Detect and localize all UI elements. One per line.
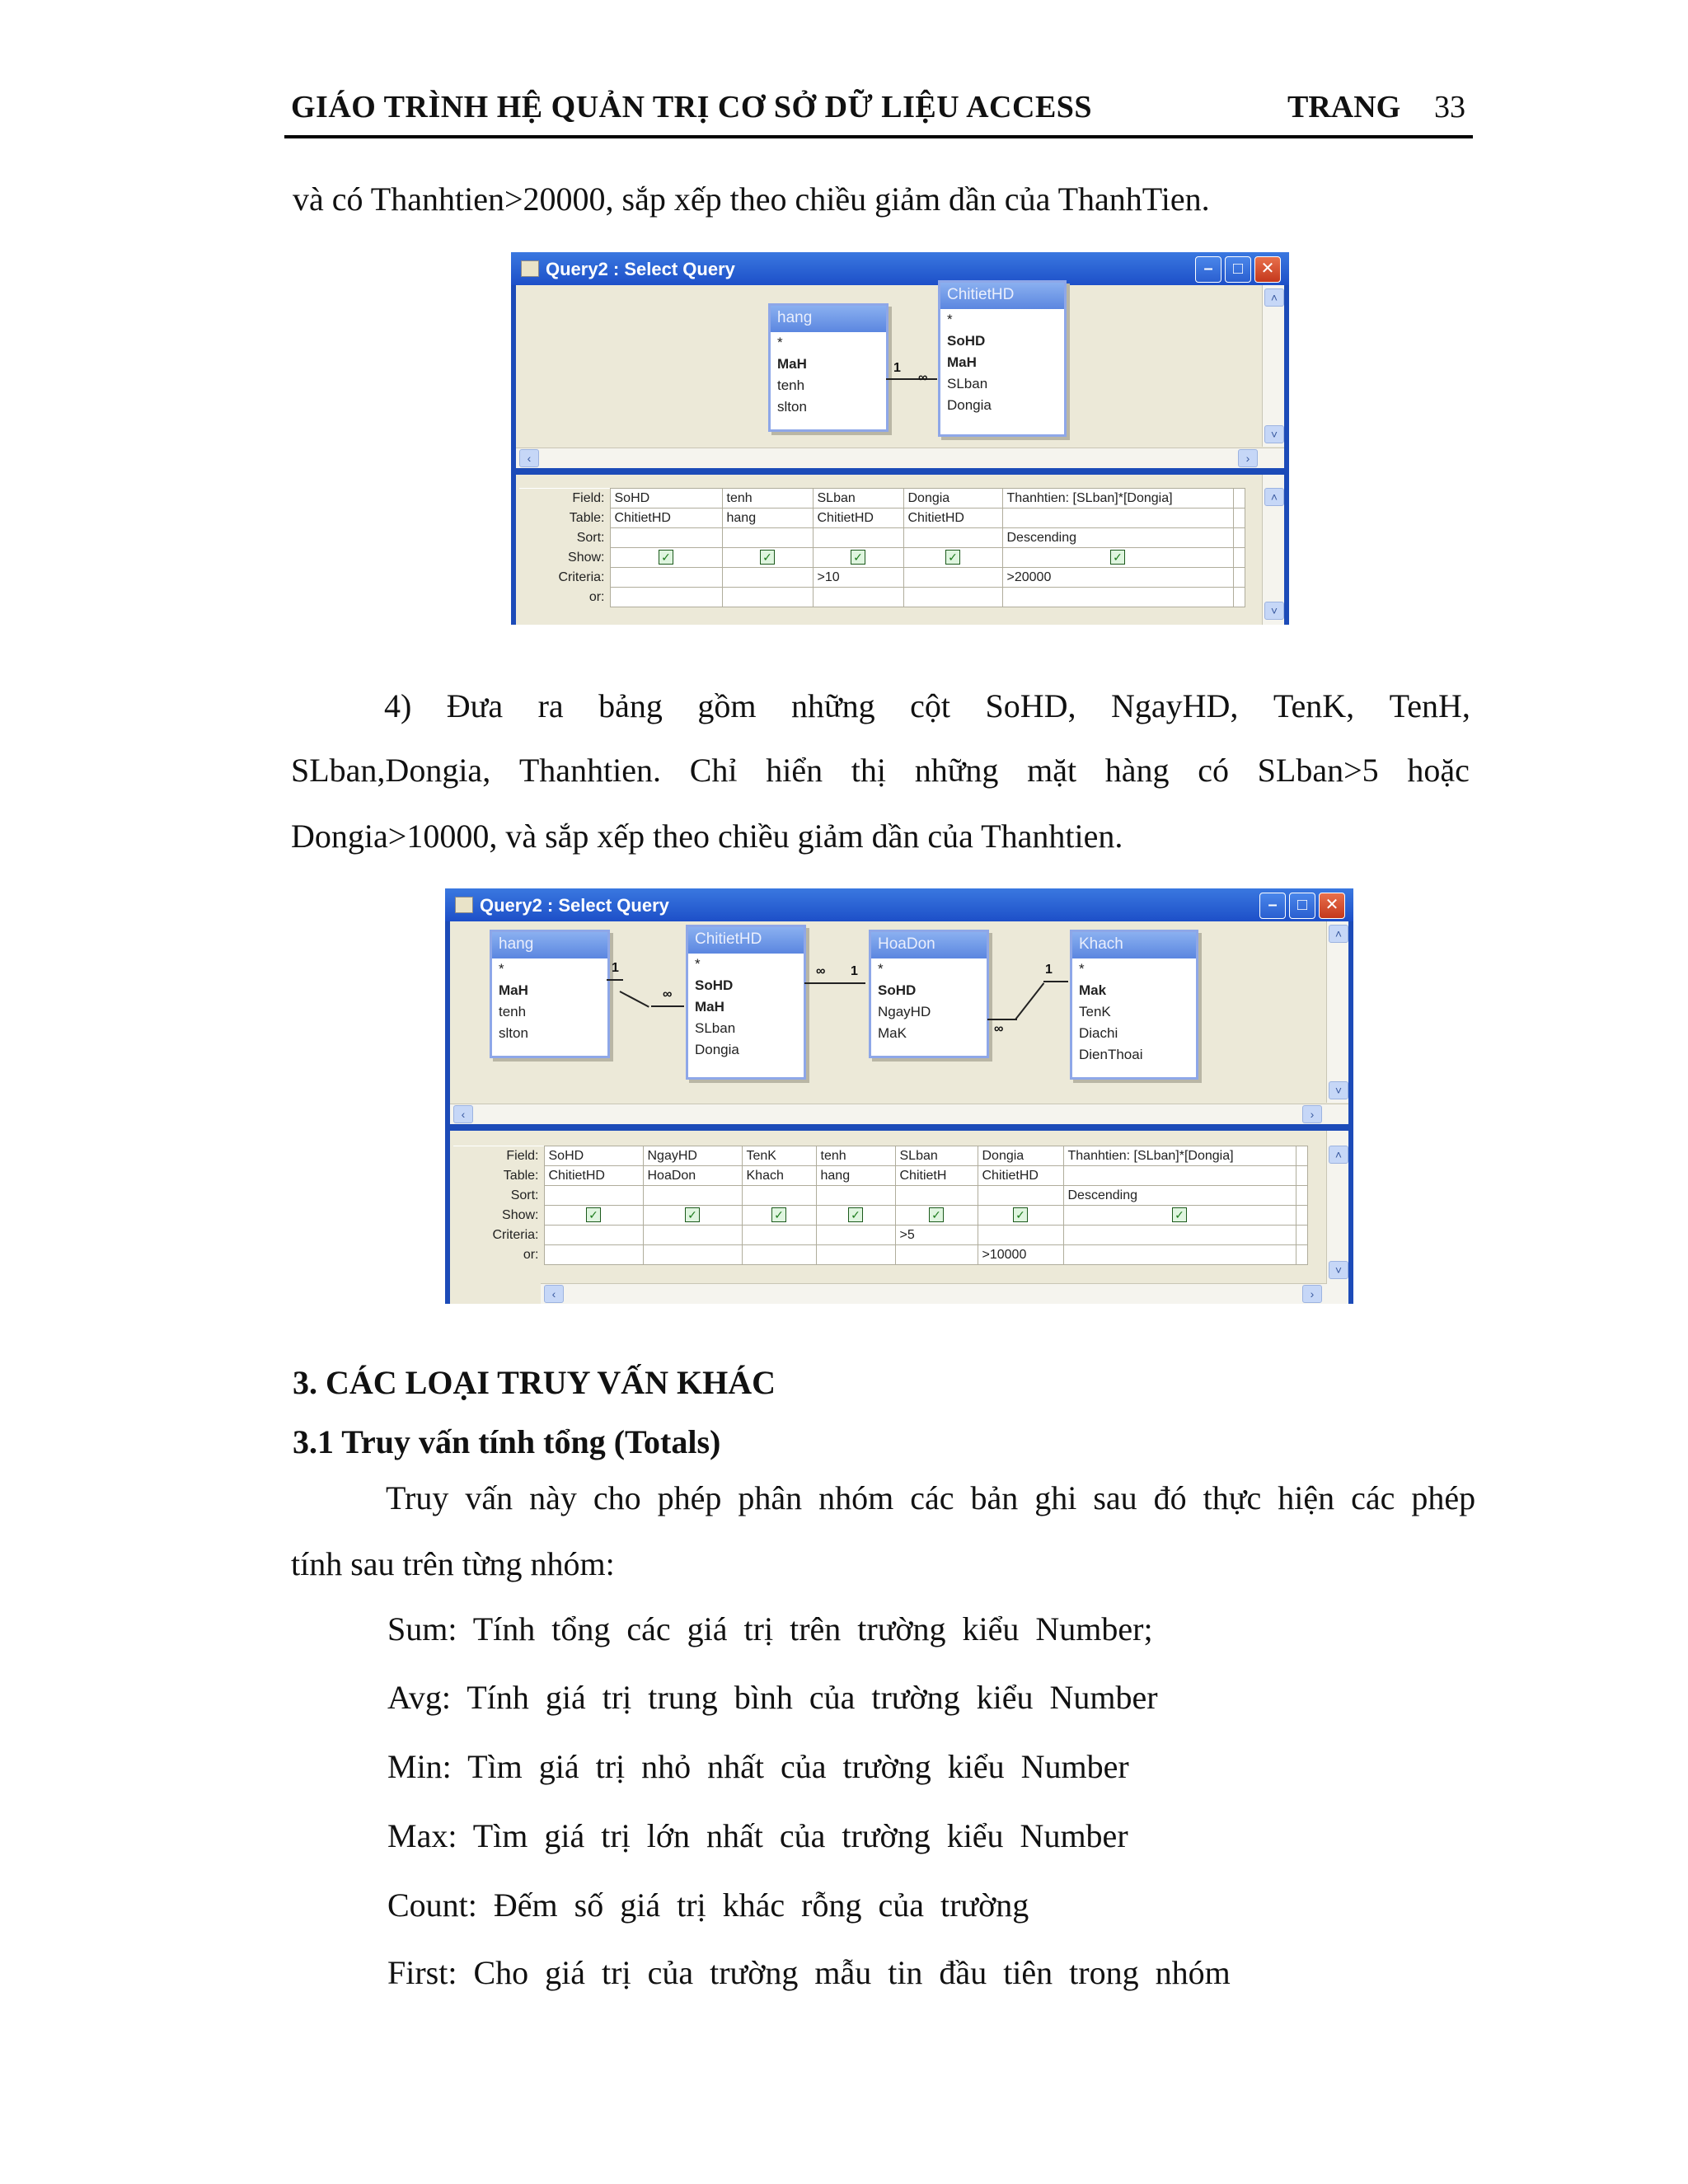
grid-cell-criteria[interactable]: >10 [813,568,903,588]
query-icon [455,897,473,913]
field-dongia[interactable]: Dongia [695,1042,739,1057]
table-khach-title: Khach [1072,932,1196,958]
upper-hscrollbar[interactable] [516,448,1284,468]
grid-cell-field[interactable]: Dongia [978,1146,1063,1166]
field-star[interactable]: * [777,335,783,350]
table-hang-title: hang [492,932,607,958]
grid-cell-table[interactable]: hang [722,509,813,528]
field-sohd[interactable]: SoHD [878,982,917,998]
totals-intro-line1: Truy vấn này cho phép phân nhóm các bản ghi sau đó thực hiện các phép [386,1479,1476,1516]
grid-cell-sort[interactable] [903,528,1002,548]
grid-row-label: Show: [453,1206,544,1226]
grid-row-label: Sort: [453,1186,544,1206]
header-page-label: TRANG [1287,90,1401,124]
grid-cell-empty[interactable] [1233,528,1245,548]
grid-row-show [519,548,1245,568]
grid-cell-table[interactable]: Khach [742,1166,816,1186]
show-checkbox[interactable]: ✓ [929,1207,944,1222]
grid-cell-criteria[interactable] [903,568,1002,588]
grid-row-label: Criteria: [453,1226,544,1245]
relationship-line [607,979,623,981]
grid-cell-criteria[interactable] [722,568,813,588]
query2-table-pane [450,921,1348,1124]
upper-vscrollbar[interactable] [1326,921,1348,1103]
show-checkbox[interactable]: ✓ [1172,1207,1187,1222]
scroll-down-icon[interactable]: ˅ [1264,425,1284,443]
grid-cell-criteria[interactable] [1063,1226,1296,1245]
word: thị [851,752,887,789]
item4-line1 [291,687,1470,724]
table-hoadon-title: HoaDon [871,932,987,958]
rel-one-label: 1 [612,961,619,975]
grid-cell-field[interactable]: TenK [742,1146,816,1166]
word: những [790,687,875,724]
grid-cell-sort[interactable] [544,1186,643,1206]
close-button[interactable]: ✕ [1319,893,1345,919]
grid-cell-sort[interactable]: Descending [1063,1186,1296,1206]
field-sohd[interactable]: SoHD [947,333,986,349]
grid-cell-field[interactable]: SoHD [610,489,722,509]
grid-cell-or[interactable] [1063,1245,1296,1265]
table-chitiethd[interactable] [938,280,1067,437]
grid-cell-field[interactable]: SLban [895,1146,978,1166]
show-checkbox[interactable]: ✓ [685,1207,700,1222]
word: SLban>5 [1257,752,1379,789]
grid-cell-table[interactable] [1002,509,1233,528]
word: hàng [1104,752,1170,789]
scroll-right-icon[interactable]: › [1302,1285,1322,1303]
field-slban[interactable]: SLban [947,376,988,391]
field-slton[interactable]: slton [777,399,807,415]
grid-cell-or[interactable] [1002,588,1233,607]
minimize-button[interactable]: – [1195,256,1221,283]
header-divider [284,135,1473,138]
word: hiển [766,752,823,789]
grid-cell-show[interactable] [742,1206,816,1226]
grid-cell-or[interactable] [643,1245,742,1265]
show-checkbox[interactable]: ✓ [851,550,865,565]
word: mặt [1027,752,1077,789]
grid-cell-empty[interactable] [1296,1226,1307,1245]
grid-cell-empty[interactable] [1233,568,1245,588]
query1-design-grid-pane [516,475,1284,625]
word: SoHD, [985,687,1076,724]
grid-cell-sort[interactable] [722,528,813,548]
scroll-down-icon[interactable]: ˅ [1264,602,1284,620]
grid-hscrollbar[interactable] [541,1283,1348,1304]
grid-row-or [519,588,1245,607]
grid-cell-sort[interactable] [978,1186,1063,1206]
grid-cell-sort[interactable]: Descending [1002,528,1233,548]
show-checkbox[interactable]: ✓ [1110,550,1125,565]
scroll-up-icon[interactable]: ˄ [1329,925,1348,943]
rel-many-label: ∞ [663,987,673,1001]
scroll-left-icon[interactable]: ‹ [519,449,539,467]
table-chitiethd-title: ChitietHD [688,927,804,954]
grid-cell-sort[interactable] [813,528,903,548]
grid-row-show [453,1206,1307,1226]
grid-cell-or[interactable] [544,1245,643,1265]
grid-cell-empty[interactable] [1233,489,1245,509]
design-grid[interactable] [453,1146,1308,1265]
grid-cell-field[interactable]: SoHD [544,1146,643,1166]
relationship-line [620,991,649,1008]
grid-cell-show[interactable] [610,548,722,568]
grid-cell-or[interactable] [903,588,1002,607]
subsection-heading: 3.1 Truy vấn tính tổng (Totals) [293,1423,721,1460]
field-dongia[interactable]: Dongia [947,397,992,413]
grid-row-field [519,489,1245,509]
field-star[interactable]: * [947,312,953,327]
rel-many-label: ∞ [816,964,826,978]
design-grid[interactable] [519,488,1245,607]
field-star[interactable]: * [499,961,504,977]
grid-cell-empty[interactable] [1296,1206,1307,1226]
grid-cell-empty[interactable] [1233,509,1245,528]
show-checkbox[interactable]: ✓ [848,1207,863,1222]
grid-row-label: Table: [453,1166,544,1186]
grid-cell-sort[interactable] [742,1186,816,1206]
show-checkbox[interactable]: ✓ [771,1207,786,1222]
query-window-1 [511,252,1289,625]
item4-line3: Dongia>10000, và sắp xếp theo chiều giảm dần của Thanhtien. [291,818,1123,855]
word: SLban,Dongia, [291,752,491,789]
grid-cell-table[interactable]: ChitietHD [610,509,722,528]
list-item-avg: Avg: Tính giá trị trung bình của trường kiểu Number [387,1679,1158,1716]
grid-cell-empty[interactable] [1296,1146,1307,1166]
word: có [1198,752,1229,789]
grid-row-criteria [453,1226,1307,1245]
show-checkbox[interactable]: ✓ [945,550,960,565]
grid-vscrollbar[interactable] [1326,1131,1348,1284]
grid-cell-or[interactable] [742,1245,816,1265]
grid-cell-or[interactable] [813,588,903,607]
grid-cell-empty[interactable] [1296,1186,1307,1206]
grid-cell-or[interactable] [816,1245,895,1265]
scroll-left-icon[interactable]: ‹ [544,1285,564,1303]
relationship-line [1043,981,1068,982]
relationship-line [1015,982,1044,1019]
table-hang-title: hang [771,306,886,332]
query-window-2 [445,888,1353,1304]
field-star[interactable]: * [695,956,701,972]
show-checkbox[interactable]: ✓ [659,550,673,565]
scroll-up-icon[interactable]: ˄ [1264,288,1284,307]
scroll-down-icon[interactable]: ˅ [1329,1081,1348,1099]
grid-row-label: Sort: [519,528,610,548]
table-hang[interactable] [768,303,889,432]
field-tenh[interactable]: tenh [499,1004,527,1019]
show-checkbox[interactable]: ✓ [586,1207,601,1222]
list-item-first: First: Cho giá trị của trường mẫu tin đầu tiên trong nhóm [387,1954,1231,1991]
field-slton[interactable]: slton [499,1025,528,1041]
field-tenh[interactable]: tenh [777,377,805,393]
relationship-line [651,1005,684,1007]
relationship-line [987,1019,1017,1020]
grid-cell-field[interactable]: NgayHD [643,1146,742,1166]
grid-cell-table[interactable]: ChitietHD [978,1166,1063,1186]
grid-cell-empty[interactable] [1296,1166,1307,1186]
query2-title: Query2 : Select Query [480,895,669,916]
table-chitiethd-title: ChitietHD [940,283,1064,309]
grid-row-sort [453,1186,1307,1206]
section-heading: 3. CÁC LOẠI TRUY VẤN KHÁC [293,1364,776,1401]
word: những [914,752,999,789]
grid-row-sort [519,528,1245,548]
upper-hscrollbar[interactable] [450,1104,1348,1124]
grid-row-label: or: [453,1245,544,1265]
grid-cell-show[interactable] [813,548,903,568]
grid-row-label: Criteria: [519,568,610,588]
word: bảng [598,687,663,724]
upper-vscrollbar[interactable] [1262,285,1284,447]
grid-cell-field[interactable]: Thanhtien: [SLban]*[Dongia] [1063,1146,1296,1166]
field-sohd[interactable]: SoHD [695,977,734,993]
grid-cell-show[interactable] [903,548,1002,568]
grid-cell-table[interactable]: ChitietHD [544,1166,643,1186]
intro-line: và có Thanhtien>20000, sắp xếp theo chiều giảm dần của ThanhTien. [293,180,1210,218]
grid-cell-show[interactable] [978,1206,1063,1226]
grid-cell-field[interactable]: Dongia [903,489,1002,509]
grid-cell-table[interactable] [1063,1166,1296,1186]
grid-cell-empty[interactable] [1233,548,1245,568]
table-hoadon[interactable] [869,930,989,1058]
list-item-min: Min: Tìm giá trị nhỏ nhất của trường kiểu Number [387,1748,1129,1785]
word: TenH, [1389,687,1470,724]
word: cột [910,687,950,724]
word: hoặc [1407,752,1470,789]
query2-design-grid-pane [450,1131,1348,1304]
rel-one-label: 1 [893,361,901,375]
grid-cell-or[interactable] [895,1245,978,1265]
grid-cell-criteria[interactable]: >5 [895,1226,978,1245]
grid-cell-show[interactable] [643,1206,742,1226]
scroll-up-icon[interactable]: ˄ [1329,1146,1348,1164]
grid-cell-criteria[interactable] [978,1226,1063,1245]
field-tenk[interactable]: TenK [1079,1004,1111,1019]
field-mak[interactable]: MaK [878,1025,907,1041]
grid-cell-criteria[interactable]: >20000 [1002,568,1233,588]
grid-vscrollbar[interactable] [1262,475,1284,625]
grid-cell-show[interactable] [1063,1206,1296,1226]
grid-cell-field[interactable]: tenh [722,489,813,509]
relationship-line [886,378,937,380]
grid-cell-table[interactable]: ChitietHD [813,509,903,528]
rel-one-label: 1 [1045,963,1053,977]
grid-cell-criteria[interactable] [816,1226,895,1245]
grid-row-table [453,1166,1307,1186]
maximize-button[interactable]: □ [1225,256,1251,283]
grid-cell-show[interactable] [816,1206,895,1226]
rel-one-label: 1 [851,964,858,978]
field-mah[interactable]: MaH [499,982,528,998]
field-mah[interactable]: MaH [947,354,977,370]
query1-titlebar [511,252,1289,285]
query1-table-pane [516,285,1284,468]
word: NgayHD, [1110,687,1239,724]
grid-cell-show[interactable] [895,1206,978,1226]
grid-cell-table[interactable]: ChitietHD [903,509,1002,528]
grid-cell-table[interactable]: HoaDon [643,1166,742,1186]
word: Thanhtien. [518,752,662,789]
rel-many-label: ∞ [918,371,928,385]
maximize-button[interactable]: □ [1289,893,1315,919]
grid-cell-criteria[interactable] [643,1226,742,1245]
grid-cell-table[interactable]: hang [816,1166,895,1186]
header-title: GIÁO TRÌNH HỆ QUẢN TRỊ CƠ SỞ DỮ LIỆU ACCESS [291,90,1093,124]
field-dienthoai[interactable]: DienThoai [1079,1047,1143,1062]
word: gồm [697,687,757,724]
scroll-down-icon[interactable]: ˅ [1329,1261,1348,1279]
grid-cell-sort[interactable] [816,1186,895,1206]
field-star[interactable]: * [1079,961,1085,977]
grid-cell-criteria[interactable] [742,1226,816,1245]
list-item-count: Count: Đếm số giá trị khác rỗng của trường [387,1886,1029,1924]
list-item-max: Max: Tìm giá trị lớn nhất của trường kiểu Number [387,1817,1128,1854]
rel-many-label: ∞ [994,1022,1004,1036]
grid-row-table [519,509,1245,528]
word: 4) [384,687,412,724]
table-hang[interactable] [490,930,610,1058]
field-slban[interactable]: SLban [695,1020,736,1036]
word: Chỉ [689,752,738,789]
close-button[interactable]: ✕ [1254,256,1281,283]
word: Đưa [446,687,504,724]
relationship-line [804,982,865,984]
grid-row-label: Table: [519,509,610,528]
word: TenK, [1273,687,1355,724]
scroll-right-icon[interactable]: › [1302,1105,1322,1123]
grid-row-or [453,1245,1307,1265]
grid-cell-show[interactable] [544,1206,643,1226]
table-chitiethd[interactable] [686,925,806,1080]
field-ngayhd[interactable]: NgayHD [878,1004,931,1019]
scroll-up-icon[interactable]: ˄ [1264,488,1284,506]
list-item-sum: Sum: Tính tổng các giá trị trên trường kiểu Number; [387,1610,1153,1647]
grid-cell-field[interactable]: tenh [816,1146,895,1166]
grid-cell-sort[interactable] [895,1186,978,1206]
scroll-left-icon[interactable]: ‹ [453,1105,473,1123]
query2-titlebar [445,888,1353,921]
grid-cell-show[interactable] [722,548,813,568]
field-mak[interactable]: Mak [1079,982,1107,998]
grid-cell-field[interactable]: SLban [813,489,903,509]
grid-row-label: Field: [519,489,610,509]
grid-row-label: Show: [519,548,610,568]
grid-cell-empty[interactable] [1233,588,1245,607]
query-icon [521,260,539,277]
show-checkbox[interactable]: ✓ [1013,1207,1028,1222]
field-diachi[interactable]: Diachi [1079,1025,1118,1041]
header-page-number: 33 [1434,90,1465,124]
show-checkbox[interactable]: ✓ [760,550,775,565]
grid-row-field [453,1146,1307,1166]
totals-intro-line2: tính sau trên từng nhóm: [291,1545,615,1582]
field-mah[interactable]: MaH [777,356,807,372]
grid-cell-criteria[interactable] [610,568,722,588]
field-star[interactable]: * [878,961,884,977]
grid-cell-sort[interactable] [643,1186,742,1206]
grid-cell-table[interactable]: ChitietH [895,1166,978,1186]
field-mah[interactable]: MaH [695,999,724,1015]
grid-cell-sort[interactable] [610,528,722,548]
grid-cell-or[interactable]: >10000 [978,1245,1063,1265]
grid-row-criteria [519,568,1245,588]
grid-cell-or[interactable] [610,588,722,607]
grid-row-label: or: [519,588,610,607]
scroll-right-icon[interactable]: › [1238,449,1258,467]
grid-row-label: Field: [453,1146,544,1166]
item4-line2 [291,754,1470,787]
word: ra [537,687,564,724]
grid-cell-or[interactable] [722,588,813,607]
minimize-button[interactable]: – [1259,893,1286,919]
grid-cell-criteria[interactable] [544,1226,643,1245]
table-khach[interactable] [1070,930,1198,1080]
grid-cell-empty[interactable] [1296,1245,1307,1265]
query1-title: Query2 : Select Query [546,259,735,279]
grid-cell-show[interactable] [1002,548,1233,568]
grid-cell-field[interactable]: Thanhtien: [SLban]*[Dongia] [1002,489,1233,509]
